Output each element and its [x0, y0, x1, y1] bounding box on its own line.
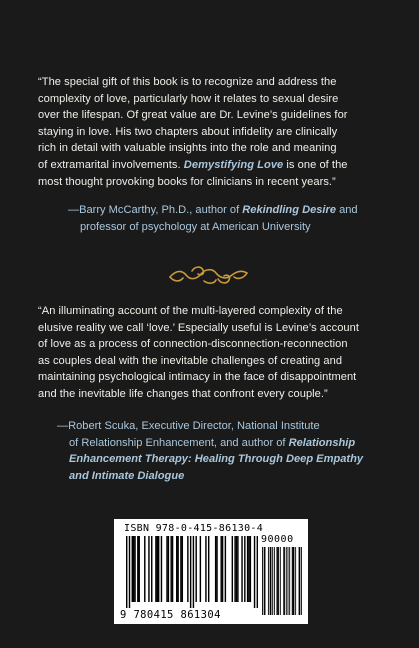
barcode-bar	[234, 536, 235, 602]
barcode-bar	[172, 536, 173, 602]
text-segment: of love as a process of connection-disconnection-reconnection	[38, 338, 348, 351]
text-line	[38, 91, 383, 108]
addon-barcode-bar	[301, 547, 302, 615]
barcode-bar	[244, 536, 245, 602]
barcode-bar	[161, 536, 162, 602]
endorsement-attribution-scuka	[57, 418, 377, 484]
endorsement-quote-levine	[38, 303, 383, 403]
ean-digits: 9 780415 861304	[120, 609, 221, 621]
addon-barcode-bar	[274, 547, 275, 615]
addon-barcode-bar	[288, 547, 289, 615]
text-line	[57, 451, 377, 468]
price-code: 90000	[261, 534, 294, 545]
barcode-bar	[257, 536, 258, 608]
barcode-bar	[166, 536, 167, 602]
barcode-bar	[155, 536, 156, 602]
addon-barcode-bar	[286, 547, 287, 615]
ean-barcode-bars	[126, 536, 258, 608]
isbn-label: ISBN 978-0-415-86130-4	[124, 523, 264, 534]
barcode-bar	[137, 536, 138, 602]
barcode-bar	[250, 536, 251, 602]
text-line	[38, 174, 383, 191]
text-line	[38, 157, 383, 174]
barcode-bar	[193, 536, 194, 608]
addon-barcode-bar	[265, 547, 266, 615]
addon-barcode-bar	[270, 547, 271, 615]
barcode-bar	[182, 536, 183, 602]
barcode-bar	[200, 536, 201, 602]
endorsement-quote-mccarthy	[38, 74, 383, 190]
addon-barcode-bar	[293, 547, 294, 615]
barcode-bar	[157, 536, 158, 602]
text-segment: and	[336, 204, 358, 216]
addon-barcode-bar	[283, 547, 284, 615]
text-segment: and the inevitable life changes that confront every couple.”	[38, 387, 328, 400]
text-segment: of Relationship Enhancement, and author of	[69, 436, 289, 449]
addon-barcode-bar	[264, 547, 265, 615]
text-line	[38, 369, 383, 386]
book-title-text: Demystifying Love	[183, 158, 284, 171]
text-segment: complexity of love, particularly how it relates to sexual desire	[38, 92, 339, 105]
text-line	[68, 219, 368, 236]
barcode-bar	[247, 536, 248, 602]
text-line	[38, 353, 383, 370]
barcode-bar	[132, 536, 133, 602]
text-segment: rich in detail with valuable insights into the role and meaning	[38, 142, 337, 155]
text-segment: most thought provoking books for clinicians in recent years.”	[38, 175, 336, 188]
barcode-bar	[187, 536, 188, 602]
book-title-text: Enhancement Therapy: Healing Through Deep Empathy	[69, 453, 364, 466]
barcode-bar	[208, 536, 209, 602]
addon-barcode-bar	[289, 547, 290, 615]
barcode-bar	[129, 536, 130, 608]
barcode-bar	[126, 536, 127, 608]
text-segment: “An illuminating account of the multi-layered complexity of the	[38, 305, 343, 317]
addon-barcode-bar	[277, 547, 278, 615]
barcode-bar	[170, 536, 171, 602]
text-line	[68, 202, 368, 219]
barcode-bar	[148, 536, 149, 602]
addon-barcode-bar	[272, 547, 273, 615]
text-line	[38, 140, 383, 157]
text-line	[38, 320, 383, 337]
barcode-bar	[190, 536, 191, 608]
barcode-bar	[254, 536, 255, 608]
addon-barcode-bar	[292, 547, 293, 615]
addon-barcode-bar	[268, 547, 269, 615]
book-title-text: Rekindling Desire	[242, 204, 336, 216]
barcode-bar	[195, 536, 196, 602]
text-line	[38, 336, 383, 353]
addon-barcode-bar	[293, 547, 294, 615]
text-segment: maintaining psychological intimacy in the face of disappointment	[38, 371, 357, 384]
barcode-bar	[237, 536, 238, 602]
barcode-bar	[216, 536, 217, 602]
text-line	[38, 386, 383, 403]
barcode-bar	[133, 536, 134, 602]
text-line	[57, 418, 377, 435]
barcode-bar	[225, 536, 226, 602]
barcode-bar	[139, 536, 140, 602]
text-segment: of extramarital involvements.	[38, 158, 184, 171]
text-line	[57, 468, 377, 485]
barcode-bar	[236, 536, 237, 602]
text-segment: elusive reality we call ‘love.’ Especially useful is Levine’s account	[38, 321, 360, 334]
addon-barcode-bar	[271, 547, 272, 615]
barcode-bar	[177, 536, 178, 602]
text-line	[38, 107, 383, 124]
text-segment: —Barry McCarthy, Ph.D., author of	[68, 204, 243, 216]
addon-barcode-bars	[262, 547, 302, 615]
text-line	[38, 74, 383, 91]
barcode-bar	[158, 536, 159, 602]
barcode-bar	[168, 536, 169, 602]
book-title-text: Relationship	[288, 436, 356, 449]
addon-barcode-bar	[280, 547, 281, 615]
text-line	[57, 435, 377, 452]
text-segment: is one of the	[283, 158, 348, 171]
text-segment: —Robert Scuka, Executive Director, National Institute	[57, 420, 320, 432]
barcode-bar	[215, 536, 216, 602]
barcode-bar	[176, 536, 177, 602]
text-segment: staying in love. His two chapters about infidelity are clinically	[38, 125, 338, 138]
decorative-scroll-flourish-icon	[168, 262, 250, 288]
barcode-bar	[232, 536, 233, 602]
addon-barcode-bar	[278, 547, 279, 615]
addon-barcode-bar	[299, 547, 300, 615]
addon-barcode-bar	[284, 547, 285, 615]
barcode-bar	[144, 536, 145, 602]
barcode-bar	[222, 536, 223, 602]
barcode-bar	[180, 536, 181, 602]
barcode-bar	[205, 536, 206, 602]
addon-barcode-bar	[262, 547, 263, 615]
barcode-bar	[248, 536, 249, 602]
text-line	[38, 303, 383, 320]
text-line	[38, 124, 383, 141]
barcode-bar	[241, 536, 242, 602]
addon-barcode-bar	[295, 547, 296, 615]
barcode-bar	[134, 536, 135, 602]
barcode-bar	[220, 536, 221, 602]
endorsement-attribution-mccarthy	[68, 202, 368, 235]
text-segment: professor of psychology at American University	[80, 220, 311, 233]
text-segment: “The special gift of this book is to recognize and address the	[38, 76, 337, 88]
addon-barcode-bar	[299, 547, 300, 615]
barcode-bar	[151, 536, 152, 602]
text-segment: as couples deal with the inevitable challenges of creating and	[38, 354, 343, 367]
text-segment: over the lifespan. Of great value are Dr. Levine’s guidelines for	[38, 109, 348, 122]
addon-barcode-bar	[276, 547, 277, 615]
isbn-barcode	[114, 519, 308, 624]
book-title-text: and Intimate Dialogue	[69, 469, 185, 482]
